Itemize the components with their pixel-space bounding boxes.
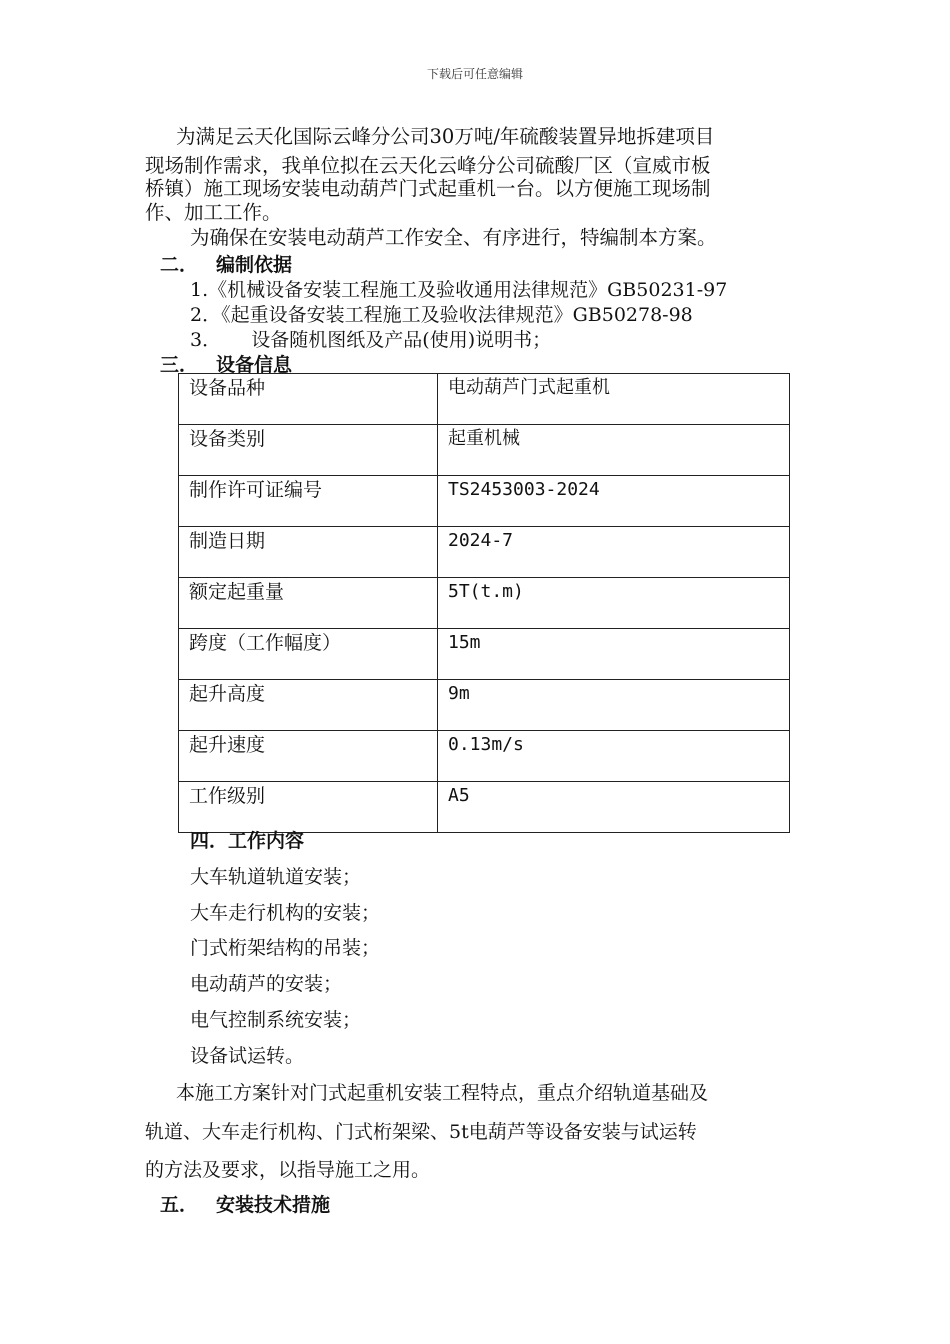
spec-key: 起升速度 bbox=[179, 731, 438, 782]
intro-line-2: 现场制作需求，我单位拟在云天化云峰分公司硫酸厂区（宣威市板 bbox=[145, 154, 711, 177]
work-item-5: 电气控制系统安装； bbox=[190, 1009, 362, 1031]
work-item-2: 大车走行机构的安装； bbox=[190, 902, 381, 924]
intro-line-3: 桥镇）施工现场安装电动葫芦门式起重机一台。以方便施工现场制 bbox=[145, 177, 711, 200]
table-row bbox=[179, 629, 790, 680]
section-5-title: 安装技术措施 bbox=[216, 1194, 331, 1216]
table-row bbox=[179, 425, 790, 476]
spec-key: 设备品种 bbox=[179, 374, 438, 425]
spec-value: A5 bbox=[438, 782, 790, 833]
spec-key: 设备类别 bbox=[179, 425, 438, 476]
work-item-6: 设备试运转。 bbox=[190, 1045, 305, 1067]
table-row bbox=[179, 782, 790, 833]
spec-value: TS2453003-2024 bbox=[438, 476, 790, 527]
summary-line-1: 本施工方案针对门式起重机安装工程特点，重点介绍轨道基础及 bbox=[176, 1082, 709, 1104]
page-header: 下载后可任意编辑 bbox=[426, 67, 523, 81]
section-3-title: 设备信息 bbox=[216, 354, 293, 376]
basis-item-1: 1.《机械设备安装工程施工及验收通用法律规范》GB50231-97 bbox=[190, 279, 728, 301]
work-item-1: 大车轨道轨道安装； bbox=[190, 866, 362, 888]
spec-value: 9m bbox=[438, 680, 790, 731]
section-2-title: 编制依据 bbox=[216, 254, 293, 276]
basis-item-3: 3． 设备随机图纸及产品(使用)说明书； bbox=[190, 329, 552, 351]
table-row bbox=[179, 374, 790, 425]
spec-key: 制作许可证编号 bbox=[179, 476, 438, 527]
equipment-info-table bbox=[178, 373, 790, 833]
work-item-4: 电动葫芦的安装； bbox=[190, 973, 343, 995]
intro-line-1: 为满足云天化国际云峰分公司30万吨/年硫酸装置异地拆建项目 bbox=[176, 125, 715, 148]
table-row bbox=[179, 476, 790, 527]
table-row bbox=[179, 578, 790, 629]
intro-line-4: 作、加工工作。 bbox=[145, 201, 282, 224]
table-row bbox=[179, 731, 790, 782]
spec-value: 电动葫芦门式起重机 bbox=[438, 374, 790, 425]
section-2-number: 二． bbox=[160, 254, 199, 276]
spec-key: 额定起重量 bbox=[179, 578, 438, 629]
spec-value: 起重机械 bbox=[438, 425, 790, 476]
section-4-title: 四．工作内容 bbox=[190, 830, 305, 852]
summary-line-2: 轨道、大车走行机构、门式桁架梁、5t电葫芦等设备安装与试运转 bbox=[145, 1121, 697, 1143]
spec-value: 2024-7 bbox=[438, 527, 790, 578]
section-3-number: 三． bbox=[160, 354, 199, 376]
spec-key: 工作级别 bbox=[179, 782, 438, 833]
spec-value: 15m bbox=[438, 629, 790, 680]
section-5-number: 五． bbox=[160, 1194, 199, 1216]
work-item-3: 门式桁架结构的吊装； bbox=[190, 937, 381, 959]
spec-value: 0.13m/s bbox=[438, 731, 790, 782]
basis-item-2: 2．《起重设备安装工程施工及验收法律规范》GB50278-98 bbox=[190, 304, 693, 326]
spec-key: 制造日期 bbox=[179, 527, 438, 578]
table-row bbox=[179, 527, 790, 578]
spec-key: 跨度（工作幅度） bbox=[179, 629, 438, 680]
spec-value: 5T(t.m) bbox=[438, 578, 790, 629]
table-row bbox=[179, 680, 790, 731]
spec-key: 起升高度 bbox=[179, 680, 438, 731]
intro-line-5: 为确保在安装电动葫芦工作安全、有序进行，特编制本方案。 bbox=[190, 226, 717, 249]
summary-line-3: 的方法及要求，以指导施工之用。 bbox=[145, 1159, 431, 1181]
